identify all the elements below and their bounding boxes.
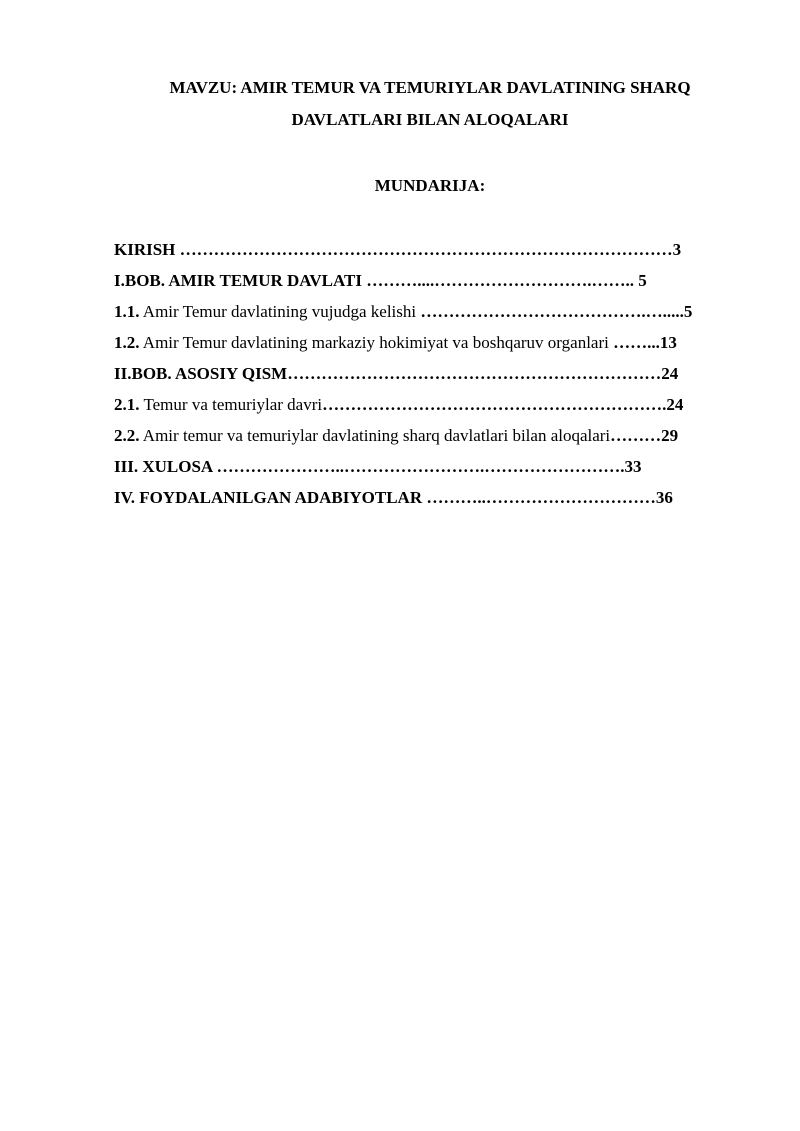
toc-entry-adabiyotlar <box>114 486 744 517</box>
toc-entry-number: 2.1. <box>114 395 140 414</box>
toc-entry-leader-page: ……………………………………………………………………………3 <box>175 240 682 259</box>
toc-entry-leader-page: …………………………………………………….24 <box>322 395 684 414</box>
toc-entry-bob-1 <box>114 269 744 300</box>
toc-entry-title: Amir Temur davlatining markaziy hokimiyat va boshqaruv organlari <box>139 333 609 352</box>
toc-entry-leader-page: ………29 <box>610 426 679 445</box>
toc-entry-title: Amir temur va temuriylar davlatining sharq davlatlari bilan aloqalari <box>139 426 611 445</box>
toc-entry-leader-page: ………………………………….….....5 <box>416 302 693 321</box>
toc-entry-title: I.BOB. AMIR TEMUR DAVLATI <box>114 271 362 290</box>
toc-entry-leader-page: …………………………………………………………24 <box>287 364 679 383</box>
toc-entry-kirish <box>114 238 744 269</box>
toc-entry-bob-2 <box>114 362 744 393</box>
toc-entry-1-1 <box>114 300 744 331</box>
toc-entry-number: 2.2. <box>114 426 140 445</box>
toc-entry-title: II.BOB. ASOSIY QISM <box>114 364 288 383</box>
table-of-contents <box>114 238 744 517</box>
toc-entry-title: Temur va temuriylar davri <box>139 395 323 414</box>
toc-entry-leader-page: ………..…………………………36 <box>422 488 673 507</box>
toc-entry-2-2 <box>114 424 744 455</box>
toc-entry-leader-page: …………………..…………………….…………………….33 <box>212 457 642 476</box>
toc-entry-number: 1.1. <box>114 302 140 321</box>
toc-entry-title: III. XULOSA <box>114 457 213 476</box>
toc-entry-leader-page: ………....……………………….…….. 5 <box>361 271 647 290</box>
toc-entry-title: Amir Temur davlatining vujudga kelishi <box>139 302 417 321</box>
document-title-line-2: DAVLATLARI BILAN ALOQALARI <box>291 110 569 129</box>
document-title-line-1: MAVZU: AMIR TEMUR VA TEMURIYLAR DAVLATINING SHARQ <box>169 78 691 97</box>
toc-entry-1-2 <box>114 331 744 362</box>
toc-entry-2-1 <box>114 393 744 424</box>
toc-entry-xulosa <box>114 455 744 486</box>
contents-heading: MUNDARIJA: <box>374 176 486 195</box>
toc-entry-title: IV. FOYDALANILGAN ADABIYOTLAR <box>114 488 423 507</box>
toc-entry-leader-page: ……...13 <box>608 333 677 352</box>
toc-entry-number: 1.2. <box>114 333 140 352</box>
toc-entry-title: KIRISH <box>114 240 176 259</box>
